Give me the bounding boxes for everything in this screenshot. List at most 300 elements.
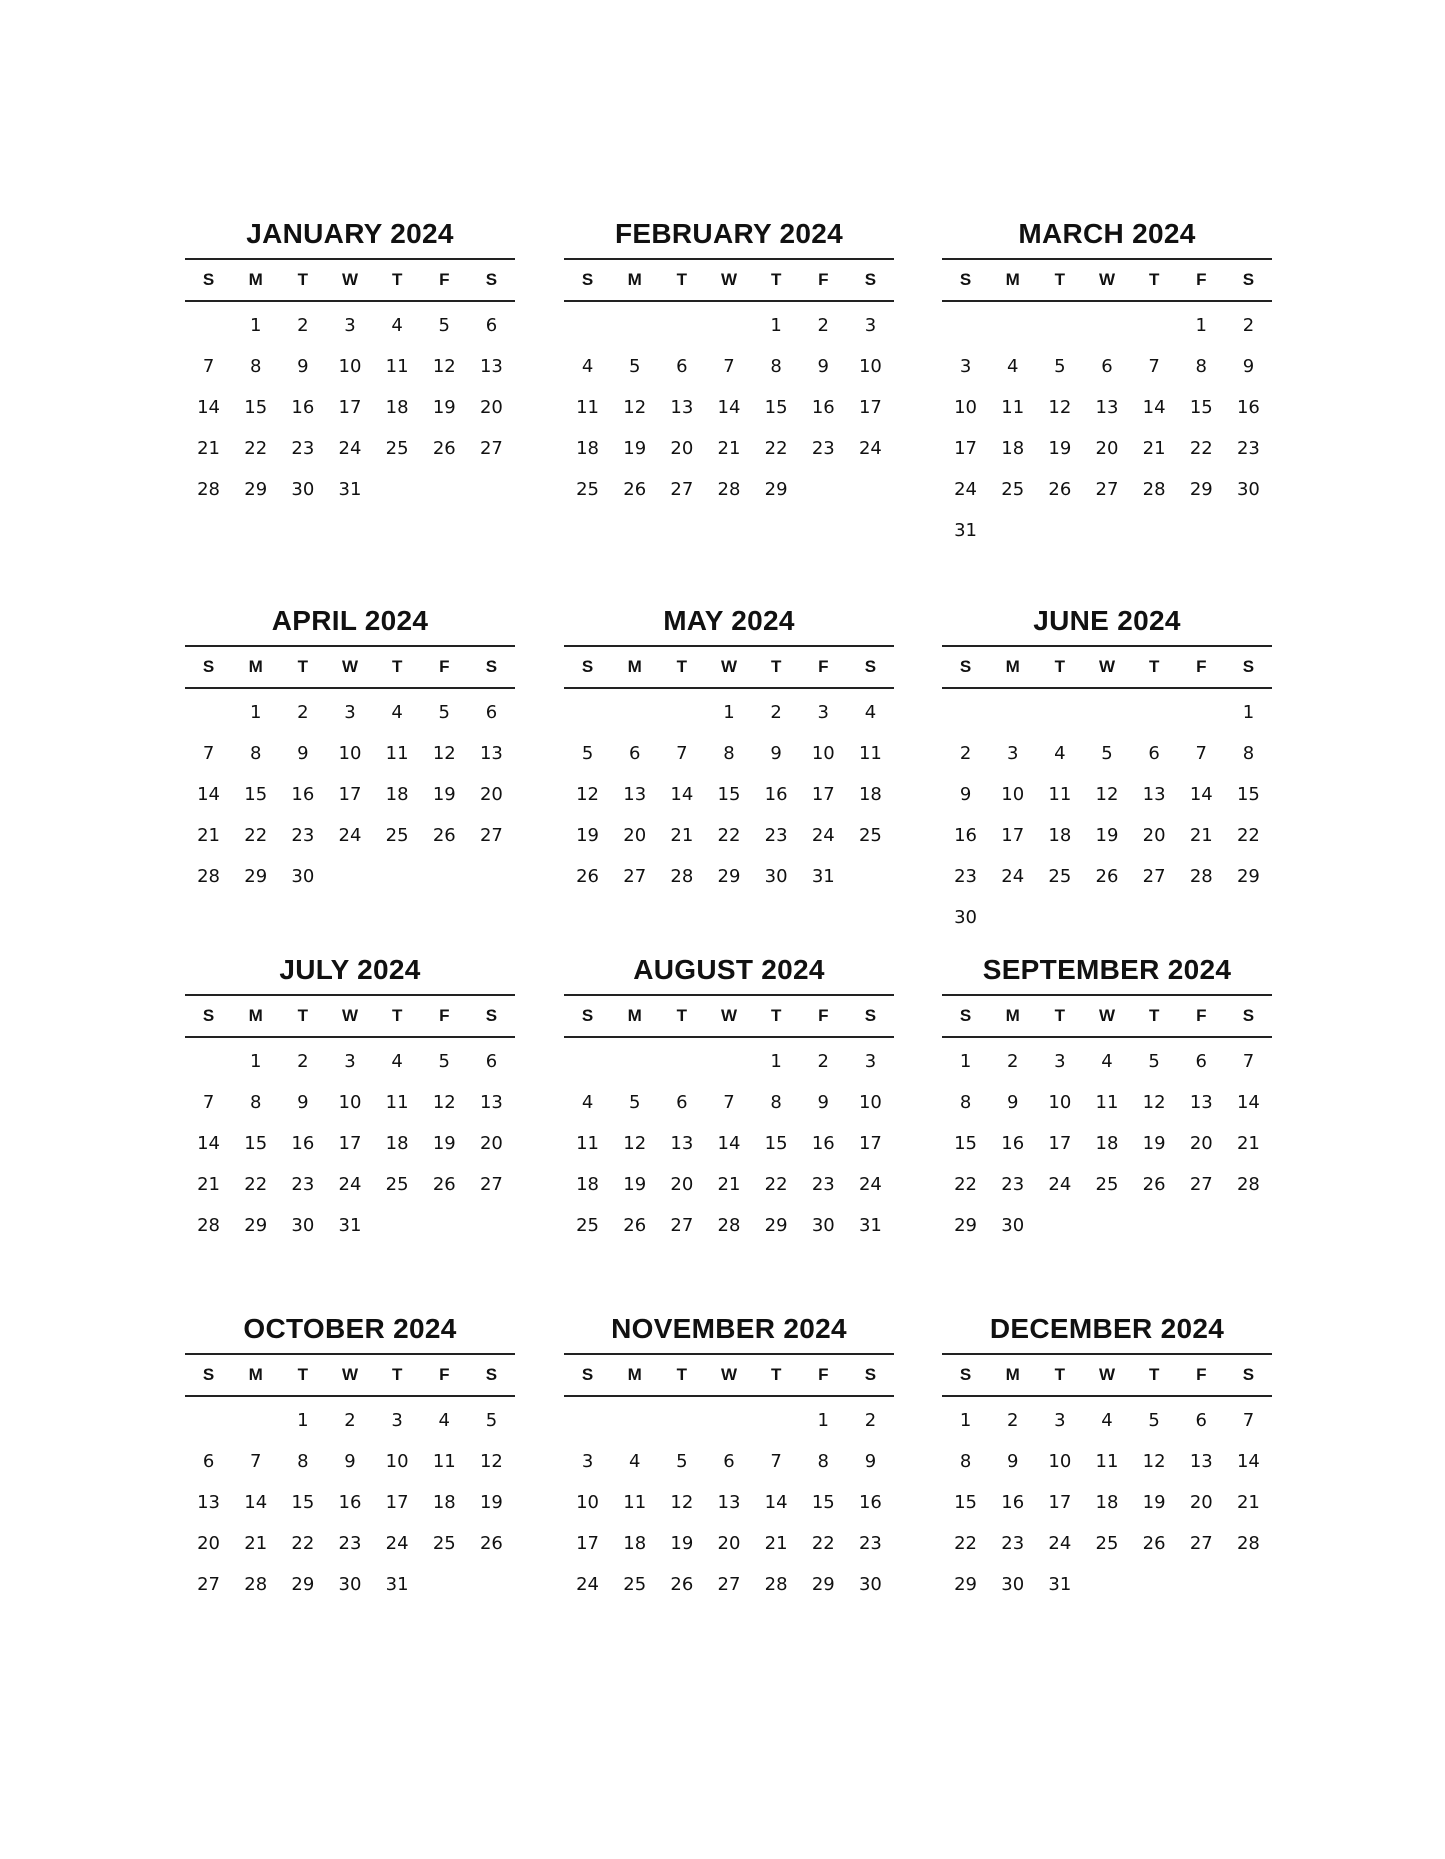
day-cell: 4 (1054, 743, 1066, 764)
day-cell: 22 (244, 825, 268, 846)
day-cell: 25 (858, 825, 882, 846)
weekday-label: W (720, 270, 738, 289)
day-cell: 17 (338, 397, 362, 418)
day-cell: 12 (1095, 784, 1119, 805)
day-cell: 22 (811, 1533, 835, 1554)
day-cell: 26 (576, 866, 600, 887)
weekday-label: M (627, 1006, 642, 1025)
day-cell: 28 (1236, 1533, 1260, 1554)
day-cell: 10 (811, 743, 835, 764)
day-cell: 10 (338, 1092, 362, 1113)
day-cell: 11 (623, 1492, 647, 1513)
day-cell: 28 (717, 479, 741, 500)
weekday-label: S (959, 270, 972, 289)
weekday-label: S (959, 1365, 972, 1384)
weekday-label: W (341, 1006, 359, 1025)
day-cell: 5 (1101, 743, 1113, 764)
day-cell: 31 (338, 1215, 362, 1236)
month-title: DECEMBER 2024 (989, 1313, 1225, 1344)
day-cell: 7 (202, 356, 215, 377)
day-cell: 21 (1236, 1492, 1260, 1513)
day-cell: 18 (385, 784, 409, 805)
day-cell: 9 (344, 1451, 356, 1472)
day-cell: 30 (764, 866, 788, 887)
day-cell: 27 (197, 1574, 221, 1595)
weekday-label: M (1005, 657, 1020, 676)
day-cell: 8 (723, 743, 735, 764)
weekday-label: T (391, 270, 403, 289)
day-cell: 24 (1048, 1174, 1072, 1195)
day-cell: 3 (1006, 743, 1019, 764)
weekday-header (942, 258, 1272, 302)
day-cell: 1 (770, 1051, 782, 1072)
day-cell: 23 (764, 825, 788, 846)
day-cell: 11 (385, 356, 409, 377)
day-cell: 1 (770, 315, 782, 336)
day-cell: 1 (249, 315, 262, 336)
weekday-label: W (720, 1365, 738, 1384)
weekday-label: W (720, 657, 738, 676)
day-cell: 27 (623, 866, 647, 887)
day-cell: 13 (197, 1492, 221, 1513)
weekday-label: W (341, 1365, 359, 1384)
day-cell: 14 (197, 784, 221, 805)
day-cell: 9 (297, 356, 309, 377)
day-cell: 21 (197, 825, 221, 846)
day-cell: 4 (581, 356, 594, 377)
day-cell: 15 (764, 1133, 788, 1154)
day-grid (942, 305, 1272, 551)
day-grid (564, 692, 894, 897)
day-cell: 21 (670, 825, 694, 846)
weekday-label: T (676, 1365, 688, 1384)
weekday-label: W (720, 1006, 738, 1025)
day-cell: 3 (817, 702, 829, 723)
day-cell: 17 (1048, 1133, 1072, 1154)
day-cell: 30 (291, 866, 315, 887)
weekday-label: T (770, 657, 782, 676)
day-cell: 6 (1195, 1051, 1207, 1072)
day-cell: 13 (479, 743, 503, 764)
day-cell: 18 (623, 1533, 647, 1554)
day-cell: 19 (1142, 1133, 1166, 1154)
day-cell: 28 (244, 1574, 268, 1595)
day-cell: 9 (1006, 1451, 1019, 1472)
day-cell: 23 (1001, 1533, 1025, 1554)
day-cell: 22 (717, 825, 741, 846)
day-cell: 4 (628, 1451, 641, 1472)
month-title: MAY 2024 (663, 605, 795, 636)
weekday-label: S (202, 1006, 215, 1025)
day-cell: 31 (385, 1574, 409, 1595)
day-cell: 5 (581, 743, 594, 764)
day-cell: 19 (432, 784, 456, 805)
day-cell: 12 (432, 1092, 456, 1113)
day-cell: 17 (385, 1492, 409, 1513)
day-cell: 4 (1101, 1410, 1113, 1431)
day-cell: 26 (1048, 479, 1072, 500)
day-cell: 18 (1095, 1492, 1119, 1513)
day-cell: 21 (717, 438, 741, 459)
day-cell: 31 (1048, 1574, 1072, 1595)
day-cell: 15 (764, 397, 788, 418)
weekday-label: M (248, 1006, 263, 1025)
month-title: JULY 2024 (279, 954, 421, 985)
day-cell: 7 (723, 1092, 735, 1113)
day-grid (942, 692, 1272, 938)
day-cell: 5 (1148, 1410, 1160, 1431)
day-cell: 24 (338, 438, 362, 459)
day-cell: 25 (576, 1215, 600, 1236)
day-cell: 30 (338, 1574, 362, 1595)
weekday-label: F (439, 657, 450, 676)
weekday-label: T (770, 270, 782, 289)
day-cell: 12 (432, 743, 456, 764)
day-cell: 23 (954, 866, 978, 887)
month-title: JUNE 2024 (1033, 605, 1181, 636)
day-cell: 6 (1195, 1410, 1207, 1431)
day-cell: 4 (438, 1410, 450, 1431)
day-cell: 4 (1101, 1051, 1113, 1072)
weekday-label: S (864, 1365, 877, 1384)
day-cell: 30 (811, 1215, 835, 1236)
day-cell: 15 (244, 1133, 268, 1154)
day-cell: 5 (628, 356, 641, 377)
day-cell: 23 (811, 438, 835, 459)
day-cell: 20 (717, 1533, 741, 1554)
month-title: APRIL 2024 (271, 605, 429, 636)
weekday-label: T (1054, 1365, 1066, 1384)
weekday-label: S (864, 657, 877, 676)
day-cell: 4 (581, 1092, 594, 1113)
weekday-label: M (627, 1365, 642, 1384)
weekday-label: T (391, 1365, 403, 1384)
weekday-header (564, 994, 894, 1038)
day-cell: 21 (1142, 438, 1166, 459)
day-cell: 19 (432, 1133, 456, 1154)
day-cell: 14 (1236, 1451, 1260, 1472)
day-cell: 2 (864, 1410, 877, 1431)
day-cell: 5 (1148, 1051, 1160, 1072)
day-cell: 27 (479, 825, 503, 846)
month-april (185, 597, 515, 897)
day-cell: 16 (291, 1133, 315, 1154)
day-cell: 19 (1048, 438, 1072, 459)
day-cell: 17 (576, 1533, 600, 1554)
day-cell: 13 (1095, 397, 1119, 418)
day-cell: 5 (628, 1092, 641, 1113)
day-cell: 6 (628, 743, 641, 764)
weekday-label: T (676, 1006, 688, 1025)
day-cell: 28 (1189, 866, 1213, 887)
weekday-label: S (581, 657, 594, 676)
weekday-label: S (581, 270, 594, 289)
day-cell: 22 (291, 1533, 315, 1554)
day-cell: 10 (954, 397, 978, 418)
day-cell: 5 (676, 1451, 688, 1472)
weekday-label: T (297, 657, 309, 676)
day-cell: 14 (197, 1133, 221, 1154)
day-cell: 18 (1095, 1133, 1119, 1154)
day-cell: 24 (1001, 866, 1025, 887)
day-cell: 9 (1242, 356, 1255, 377)
day-cell: 7 (723, 356, 735, 377)
day-cell: 4 (391, 702, 403, 723)
day-grid (564, 1041, 894, 1246)
day-cell: 15 (244, 397, 268, 418)
day-cell: 2 (297, 1051, 309, 1072)
weekday-label: W (1098, 1006, 1116, 1025)
day-cell: 16 (1001, 1133, 1025, 1154)
day-cell: 14 (717, 1133, 741, 1154)
day-cell: 11 (1095, 1451, 1119, 1472)
day-cell: 6 (485, 1051, 498, 1072)
day-cell: 11 (1048, 784, 1072, 805)
weekday-label: T (391, 1006, 403, 1025)
day-cell: 6 (202, 1451, 215, 1472)
day-cell: 3 (1054, 1410, 1066, 1431)
day-cell: 29 (1236, 866, 1260, 887)
day-cell: 23 (1001, 1174, 1025, 1195)
weekday-header (185, 258, 515, 302)
day-cell: 8 (1242, 743, 1255, 764)
day-cell: 23 (1236, 438, 1260, 459)
day-cell: 25 (1001, 479, 1025, 500)
month-august (564, 946, 894, 1246)
day-cell: 1 (959, 1410, 972, 1431)
day-cell: 13 (717, 1492, 741, 1513)
day-grid (185, 1400, 515, 1605)
day-cell: 21 (764, 1533, 788, 1554)
day-cell: 20 (1142, 825, 1166, 846)
day-cell: 20 (1189, 1492, 1213, 1513)
day-cell: 11 (576, 397, 600, 418)
weekday-label: S (581, 1006, 594, 1025)
weekday-header (564, 1353, 894, 1397)
weekday-label: F (1196, 1365, 1207, 1384)
day-cell: 26 (432, 438, 456, 459)
day-cell: 18 (432, 1492, 456, 1513)
weekday-label: F (818, 657, 829, 676)
day-cell: 28 (1236, 1174, 1260, 1195)
day-cell: 18 (385, 1133, 409, 1154)
month-march (942, 210, 1272, 551)
weekday-label: S (1242, 1365, 1255, 1384)
day-cell: 16 (764, 784, 788, 805)
day-cell: 13 (479, 1092, 503, 1113)
day-cell: 14 (764, 1492, 788, 1513)
day-cell: 7 (1195, 743, 1207, 764)
weekday-label: T (297, 1006, 309, 1025)
weekday-label: F (439, 1365, 450, 1384)
day-cell: 30 (1236, 479, 1260, 500)
weekday-label: T (1054, 657, 1066, 676)
day-cell: 8 (817, 1451, 829, 1472)
day-cell: 29 (954, 1574, 978, 1595)
month-october (185, 1305, 515, 1605)
day-cell: 25 (623, 1574, 647, 1595)
weekday-label: F (818, 1006, 829, 1025)
month-july (185, 946, 515, 1246)
day-cell: 14 (670, 784, 694, 805)
day-cell: 4 (864, 702, 877, 723)
day-cell: 20 (1189, 1133, 1213, 1154)
day-cell: 1 (297, 1410, 309, 1431)
weekday-label: T (676, 270, 688, 289)
month-february (564, 210, 894, 510)
day-cell: 9 (1006, 1092, 1019, 1113)
day-cell: 19 (479, 1492, 503, 1513)
day-cell: 11 (432, 1451, 456, 1472)
weekday-header (185, 994, 515, 1038)
day-cell: 12 (576, 784, 600, 805)
day-cell: 4 (1006, 356, 1019, 377)
day-cell: 29 (244, 479, 268, 500)
day-cell: 8 (1195, 356, 1207, 377)
day-cell: 19 (623, 1174, 647, 1195)
day-cell: 26 (479, 1533, 503, 1554)
day-cell: 10 (858, 356, 882, 377)
day-cell: 24 (858, 1174, 882, 1195)
day-cell: 18 (576, 1174, 600, 1195)
day-cell: 23 (291, 825, 315, 846)
weekday-label: T (391, 657, 403, 676)
day-cell: 20 (479, 784, 503, 805)
day-cell: 20 (670, 1174, 694, 1195)
day-cell: 28 (197, 1215, 221, 1236)
day-cell: 9 (817, 1092, 829, 1113)
day-cell: 30 (291, 479, 315, 500)
day-cell: 20 (623, 825, 647, 846)
day-cell: 18 (1048, 825, 1072, 846)
weekday-label: M (1005, 1006, 1020, 1025)
month-september (942, 946, 1272, 1246)
day-cell: 8 (770, 1092, 782, 1113)
weekday-label: T (297, 1365, 309, 1384)
day-cell: 26 (432, 1174, 456, 1195)
day-grid (185, 305, 515, 510)
weekday-label: T (1054, 1006, 1066, 1025)
day-cell: 14 (197, 397, 221, 418)
weekday-label: F (1196, 270, 1207, 289)
day-cell: 13 (1142, 784, 1166, 805)
month-june (942, 597, 1272, 938)
day-cell: 9 (297, 1092, 309, 1113)
day-cell: 14 (1142, 397, 1166, 418)
day-cell: 18 (1001, 438, 1025, 459)
day-cell: 29 (764, 479, 788, 500)
day-cell: 3 (344, 1051, 356, 1072)
day-cell: 22 (764, 1174, 788, 1195)
day-cell: 9 (864, 1451, 877, 1472)
day-cell: 24 (811, 825, 835, 846)
day-cell: 13 (670, 1133, 694, 1154)
day-cell: 7 (770, 1451, 782, 1472)
day-cell: 30 (1001, 1215, 1025, 1236)
day-cell: 24 (954, 479, 978, 500)
weekday-label: T (1054, 270, 1066, 289)
day-cell: 24 (338, 1174, 362, 1195)
day-cell: 22 (764, 438, 788, 459)
day-cell: 25 (385, 438, 409, 459)
day-cell: 23 (858, 1533, 882, 1554)
day-cell: 25 (1095, 1174, 1119, 1195)
day-cell: 31 (811, 866, 835, 887)
day-cell: 27 (1189, 1533, 1213, 1554)
day-cell: 14 (1236, 1092, 1260, 1113)
day-cell: 10 (1048, 1451, 1072, 1472)
day-cell: 23 (291, 1174, 315, 1195)
weekday-label: S (485, 270, 498, 289)
month-december (942, 1305, 1272, 1605)
day-cell: 20 (670, 438, 694, 459)
weekday-header (564, 645, 894, 689)
day-cell: 22 (954, 1533, 978, 1554)
weekday-label: M (248, 1365, 263, 1384)
day-cell: 8 (297, 1451, 309, 1472)
day-cell: 23 (338, 1533, 362, 1554)
day-cell: 19 (432, 397, 456, 418)
day-cell: 8 (249, 356, 262, 377)
day-grid (185, 692, 515, 897)
day-cell: 7 (202, 1092, 215, 1113)
day-cell: 11 (858, 743, 882, 764)
day-cell: 8 (770, 356, 782, 377)
month-title: MARCH 2024 (1018, 218, 1196, 249)
weekday-label: S (202, 1365, 215, 1384)
day-cell: 16 (811, 1133, 835, 1154)
day-cell: 11 (385, 743, 409, 764)
day-cell: 29 (244, 1215, 268, 1236)
day-cell: 15 (954, 1133, 978, 1154)
day-cell: 6 (485, 702, 498, 723)
day-cell: 16 (338, 1492, 362, 1513)
weekday-label: W (1098, 657, 1116, 676)
day-cell: 27 (479, 1174, 503, 1195)
weekday-label: F (1196, 1006, 1207, 1025)
day-cell: 8 (959, 1451, 972, 1472)
day-cell: 25 (1095, 1533, 1119, 1554)
month-title: FEBRUARY 2024 (615, 218, 843, 249)
day-cell: 10 (338, 356, 362, 377)
day-cell: 25 (432, 1533, 456, 1554)
day-cell: 5 (438, 315, 450, 336)
day-cell: 7 (1242, 1051, 1255, 1072)
day-cell: 3 (959, 356, 972, 377)
day-cell: 26 (1142, 1174, 1166, 1195)
day-cell: 21 (197, 438, 221, 459)
day-grid (942, 1400, 1272, 1605)
weekday-header (564, 258, 894, 302)
day-cell: 16 (1001, 1492, 1025, 1513)
day-cell: 8 (249, 743, 262, 764)
day-cell: 3 (344, 702, 356, 723)
weekday-header (185, 1353, 515, 1397)
day-cell: 31 (858, 1215, 882, 1236)
weekday-label: S (485, 1365, 498, 1384)
day-cell: 28 (197, 866, 221, 887)
day-cell: 25 (576, 479, 600, 500)
day-cell: 29 (811, 1574, 835, 1595)
day-cell: 11 (576, 1133, 600, 1154)
day-cell: 15 (291, 1492, 315, 1513)
day-cell: 10 (385, 1451, 409, 1472)
day-cell: 3 (391, 1410, 403, 1431)
weekday-label: S (1242, 1006, 1255, 1025)
day-cell: 19 (1095, 825, 1119, 846)
day-cell: 3 (864, 315, 877, 336)
day-grid (185, 1041, 515, 1246)
